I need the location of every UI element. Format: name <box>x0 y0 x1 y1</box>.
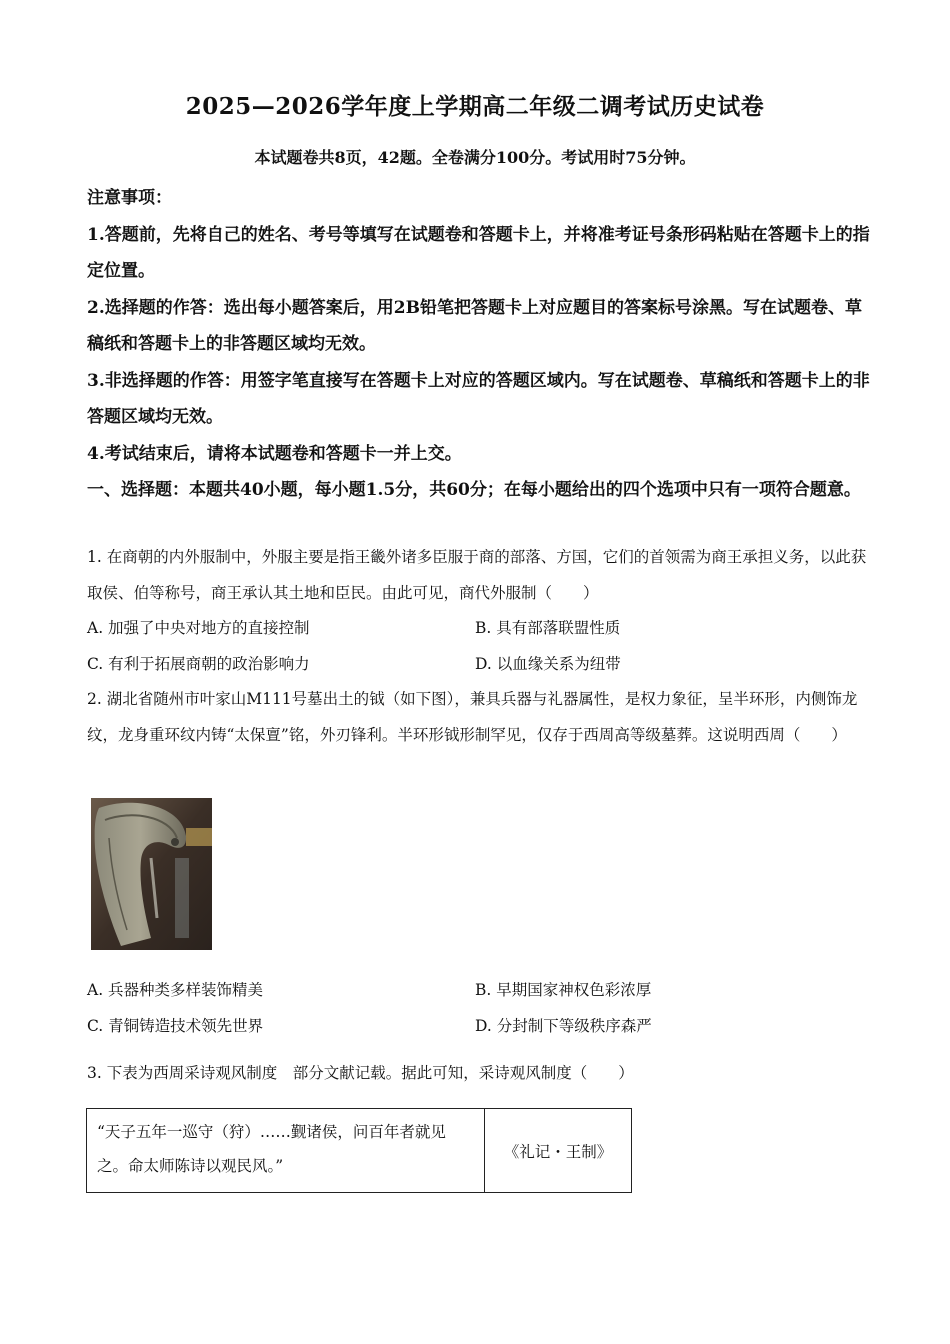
option-c: C. 有利于拓展商朝的政治影响力 <box>87 654 310 673</box>
option-a: A. 加强了中央对地方的直接控制 <box>87 619 310 637</box>
bronze-yue-axe-image <box>91 798 212 950</box>
question-1 <box>87 540 872 753</box>
question-stem: 3. 下表为西周采诗观风制度 部分文献记载。据此可知，采诗观风制度（ ） <box>87 1064 634 1082</box>
question-2-options <box>87 973 872 1044</box>
instructions <box>87 180 872 509</box>
exam-info: 本试题卷共8页，42题。全卷满分100分。考试用时75分钟。 <box>254 148 696 167</box>
option-d: D. 分封制下等级秩序森严 <box>475 1016 652 1035</box>
section-heading: 一、选择题：本题共40小题，每小题1.5分，共60分；在每小题给出的四个选项中只有一项符合题意。 <box>87 480 861 500</box>
option-a: A. 兵器种类多样装饰精美 <box>87 981 264 999</box>
question-stem: 2. 湖北省随州市叶家山M111号墓出土的钺（如下图），兼具兵器与礼器属性，是权力象征，呈半环形，内侧饰龙纹，龙身重环纹内铸“太保亶”铭，外刃锋利。半环形钺形制罕见，仅存于西周高等级墓葬。这说明西周（ ） <box>87 690 858 744</box>
option-c: C. 青铜铸造技术领先世界 <box>87 1016 264 1035</box>
question-stem: 1. 在商朝的内外服制中，外服主要是指王畿外诸多臣服于商的部落、方国，它们的首领需为商王承担义务，以此获取侯、伯等称号，商王承认其土地和臣民。由此可见，商代外服制（ ） <box>87 548 867 602</box>
option-b: B. 具有部落联盟性质 <box>475 619 621 637</box>
source-table <box>86 1108 632 1193</box>
instruction-item: 2.选择题的作答：选出每小题答案后，用2B铅笔把答题卡上对应题目的答案标号涂黑。写在试题卷、草稿纸和答题卡上的非答题区域均无效。 <box>87 297 862 354</box>
question-3 <box>87 1056 872 1092</box>
option-b: B. 早期国家神权色彩浓厚 <box>475 981 652 999</box>
page-title: 2025—2026学年度上学期高二年级二调考试历史试卷 <box>185 93 765 120</box>
table-source-cell: 《礼记・王制》 <box>503 1142 613 1161</box>
option-d: D. 以血缘关系为纽带 <box>475 654 621 673</box>
table-quote-cell: “天子五年一巡守（狩）……觐诸侯，问百年者就见之。命太师陈诗以观民风。” <box>87 1109 485 1192</box>
instructions-heading: 注意事项： <box>87 188 172 208</box>
options <box>87 973 872 1044</box>
instruction-item: 1.答题前，先将自己的姓名、考号等填写在试题卷和答题卡上，并将准考证号条形码粘贴在答题卡上的指定位置。 <box>87 224 870 281</box>
options <box>87 611 872 682</box>
instruction-item: 4.考试结束后，请将本试题卷和答题卡一并上交。 <box>87 443 462 464</box>
instruction-item: 3.非选择题的作答：用签字笔直接写在答题卡上对应的答题区域内。写在试题卷、草稿纸和答题卡上的非答题区域均无效。 <box>87 370 870 427</box>
